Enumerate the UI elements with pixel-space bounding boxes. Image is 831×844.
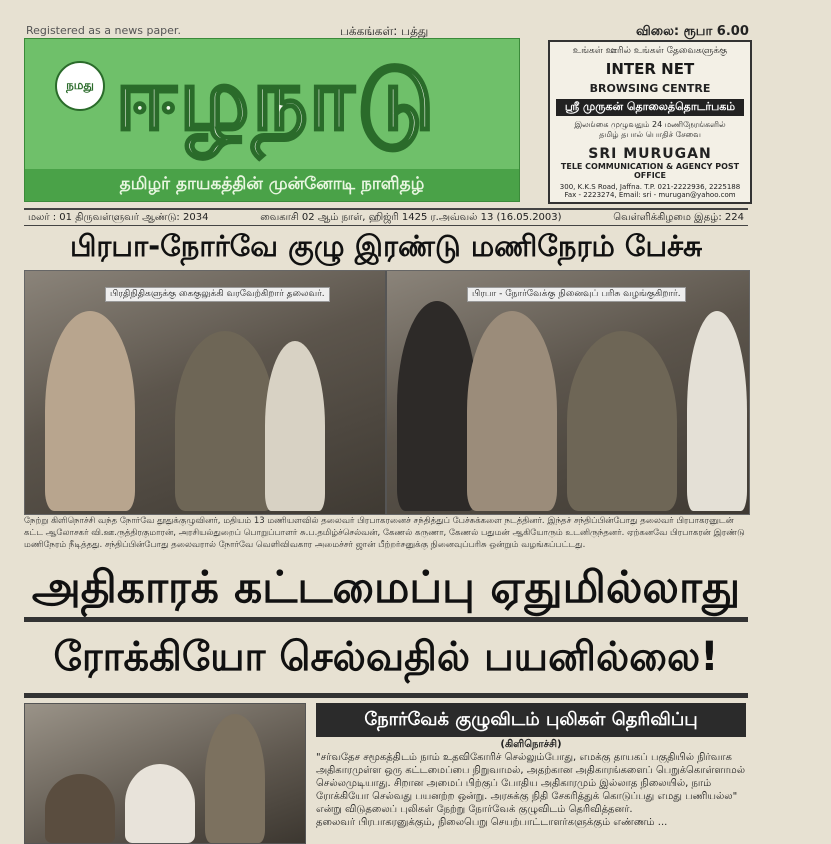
ad-service: இலங்கை முழுவதும் 24 மணிநேரங்களில் (574, 120, 726, 129)
ad-fax: Fax - 2223274, Email: sri - murugan@yahoo.com (564, 191, 736, 199)
page-count: பக்கங்கள்: பத்து (340, 24, 429, 38)
issue-bar (24, 208, 748, 226)
divider (24, 617, 748, 622)
ad-internet: INTER NET (605, 60, 695, 78)
issue-date: வைகாசி 02 ஆம் நாள், ஹிஜ்ரி 1425 ர.அவ்வல் 13 (16.05.2003) (260, 211, 562, 223)
ad-telecom: TELE COMMUNICATION & AGENCY POST OFFICE (560, 162, 740, 180)
ad-murugan: SRI MURUGAN (588, 146, 712, 162)
photo-right-caption: பிரபா - நோர்வேக்கு நினைவுப் பரிசு வழங்குகிறார். (467, 287, 686, 302)
headline-tertiary: ரோக்கியோ செல்வதில் பயனில்லை! (53, 634, 719, 680)
ad-browsing: BROWSING CENTRE (589, 82, 711, 95)
story-tail: தலைவர் பிரபாகரனுக்கும், நிலைபெறு செயற்பாட்டாளர்களுக்கும் எண்ணம் ... (316, 817, 668, 828)
story-paragraph: "சர்வதேச சமூகத்திடம் நாம் உதவிகோரிச் செல்லும்போது, எமக்கு தாயகப் பகுதியில் நிர்வாக அதிகாரமுள்ள ஒரு கட்டமைப்பை நிறுவாமல், அதற்கான அதிகாரங்களைப் பெறுக்கொள்ளாமல் செல்லமுடியாது. சிறான அமைப் பிற்குப் போதிய அதிகாரமும் இல்லாத நிலையில், நாம் ரோக்கியோ செல்வது பயனற்ற ஒன்று. அரசுக்கு நிதி சேகரித்துக் கொடுப்பது எமது பணியல்ல" என்று விடுதலைப் புலிகள் நேற்று நோர்வேக் குழுவிடம் தெரிவித்தனர். (316, 752, 746, 815)
photo-strip (24, 270, 750, 515)
issue-volume: மலர் : 01 திருவள்ளுவர் ஆண்டு: 2034 (28, 211, 209, 223)
headline-main: பிரபா-நோர்வே குழு இரண்டு மணிநேரம் பேச்சு (69, 229, 703, 263)
masthead-tagline: தமிழர் தாயகத்தின் முன்னோடி நாளிதழ் (25, 169, 519, 201)
divider (24, 693, 748, 698)
story-dateline: (கிளிநொச்சி) (500, 739, 562, 750)
masthead (24, 38, 520, 202)
photo-meeting (24, 703, 306, 844)
photo-left-caption: பிரதிநிதிகளுக்கு கைகுலுக்கி வரவேற்கிறார் தலைவர். (105, 287, 330, 302)
ad-service2: தமிழ் தபால் பொதிச் சேவை (599, 130, 701, 139)
ad-intro: உங்கள் ஊரில் உங்கள் தேவைகளுக்கு (572, 46, 728, 56)
advertisement (548, 40, 752, 204)
price: விலை: ரூபா 6.00 (636, 24, 749, 39)
story-body (316, 751, 746, 829)
headline-secondary: அதிகாரக் கட்டமைப்பு ஏதுமில்லாது (31, 562, 741, 613)
ad-address: 300, K.K.S Road, Jaffna. T.P. 021-2222936, 2225188 (559, 183, 741, 191)
ad-tamil-name: ஸ்ரீ முருகன் தொலைத்தொடர்பகம் (556, 99, 744, 116)
story-subhead: நோர்வேக் குழுவிடம் புலிகள் தெரிவிப்பு (316, 703, 746, 737)
newspaper-title: ஈழநாடு (115, 47, 437, 150)
issue-day: வெள்ளிக்கிழமை இதழ்: 224 (613, 211, 744, 223)
photo-handshake (25, 271, 385, 514)
registered-notice: Registered as a news paper. (26, 24, 181, 37)
photo-caption: நேற்று கிளிநொச்சி வந்த நோர்வே தூதுக்குழுவினர், மதியம் 13 மணியளவில் தலைவர் பிரபாகரனைச் சந்தித்துப் பேச்சுக்களை நடத்தினர். இந்தச் சந்திப்பின்போது தலைவர் பிரபாகரனுடன் கட்ட ஆலோசகர் வி.ஊ.ருத்திரகுமாரன், அரசியல்துறைப் பொறுப்பாளர் சு.ப.தமிழ்ச்செல்வன், கேணல் கருணா, கேணல் பதுமன் ஆகியோரும் உடனிருந்தனர். ஏற்கனவே பிரபாகரன் இரண்டு மணிநேரம் நீடித்தது. சந்திப்பின்போது தலைவரால் நோர்வே வெளிவிவகார அமைச்சர் ஜான் பீற்றர்சனுக்கு நினைவுப்பரிசு ஒன்றும் வழங்கப்பட்டது. (24, 516, 745, 550)
masthead-badge: நமது (55, 61, 105, 111)
photo-gift (387, 271, 749, 514)
